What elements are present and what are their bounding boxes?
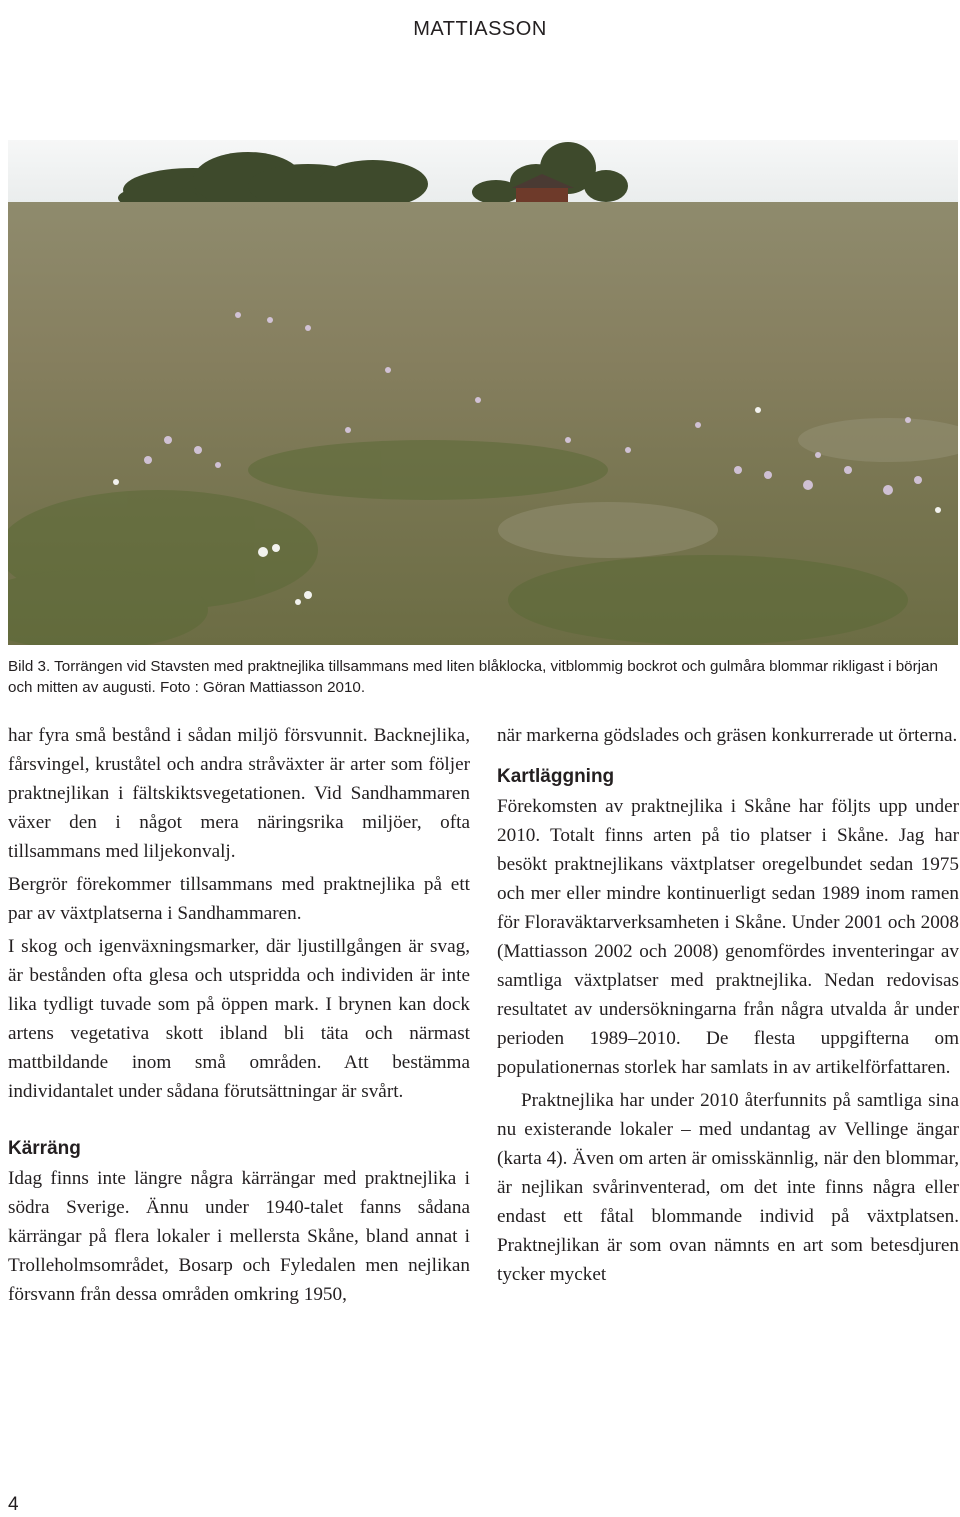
meadow-photo-image: [8, 140, 958, 645]
left-paragraph-2: Bergrör förekommer tillsammans med praktnejlika på ett par av växtplatserna i Sandhammaren.: [8, 874, 470, 924]
page-number: 4: [8, 1494, 19, 1515]
left-column: [8, 721, 470, 1309]
section-heading-karrang: Kärräng: [8, 1138, 81, 1159]
section-heading-kartlaggning: Kartläggning: [497, 766, 615, 787]
left-paragraph-3: I skog och igenväxningsmarker, där ljustillgången är svag, är bestånden ofta glesa och utspridda och individen är inte lika tydligt tuvade som på öppen mark. I brynen kan dock artens vegetativa skott ibland bli täta och närmast mattbildande inom små områden. Att bestämma individantalet under sådana förutsättningar är svårt.: [8, 936, 470, 1102]
left-paragraph-4: Idag finns inte längre några kärrängar med praktnejlika i södra Sverige. Ännu under 1940-talet fanns sådana kärrängar på flera lokaler i mellersta Skåne, bland annat i Trolleholmsområdet, Bosarp och Fyledalen men nejlikan försvann från dessa områden omkring 1950,: [8, 1168, 470, 1305]
photo-caption: Bild 3. Torrängen vid Stavsten med praktnejlika tillsammans med liten blåklocka, vitblommig bockrot och gulmåra blommar rikligast i början och mitten av augusti. Foto : Göran Mattiasson 2010.: [8, 658, 938, 696]
right-paragraph-2: Förekomsten av praktnejlika i Skåne har följts upp under 2010. Totalt finns arten på tio platser i Skåne. Jag har besökt praktnejlikans växtplatser oregelbundet sedan 1975 och mer eller mindre kontinuerligt sedan 1989 inom ramen för Floraväktarverksamheten i Skåne. Under 2001 och 2008 (Mattiasson 2002 och 2008) genomfördes inventeringar av samtliga växtplatser med praktnejlika. Nedan redovisas resultatet av undersökningarna från några utvalda år under perioden 1989–2010. De flesta uppgifterna om populationernas storlek har samlats in av artikelförfattaren.: [497, 796, 959, 1078]
right-paragraph-3: Praktnejlika har under 2010 återfunnits på samtliga sina nu existerande lokaler – med undantag av Vellinge ängar (karta 4). Även om arten är omisskännlig, när den blommar, är nejlikan svårinventerad, om det inte finns några eller endast ett fåtal blommande individ på växtplatsen. Praktnejlikan är som ovan nämnts en art som betesdjuren tycker mycket: [497, 1090, 959, 1285]
right-column: [497, 721, 959, 1289]
meadow-photo: [8, 140, 958, 645]
running-head: MATTIASSON: [413, 18, 547, 40]
left-paragraph-1: har fyra små bestånd i sådan miljö försvunnit. Backnejlika, fårsvingel, kruståtel och andra stråväxter är arter som följer praktnejlikan i fältskiktsvegetationen. Vid Sandhammaren växer den i något mera näringsrika miljöer, ofta tillsammans med liljekonvalj.: [8, 725, 470, 862]
right-paragraph-1: när markerna gödslades och gräsen konkurrerade ut örterna.: [497, 725, 958, 746]
